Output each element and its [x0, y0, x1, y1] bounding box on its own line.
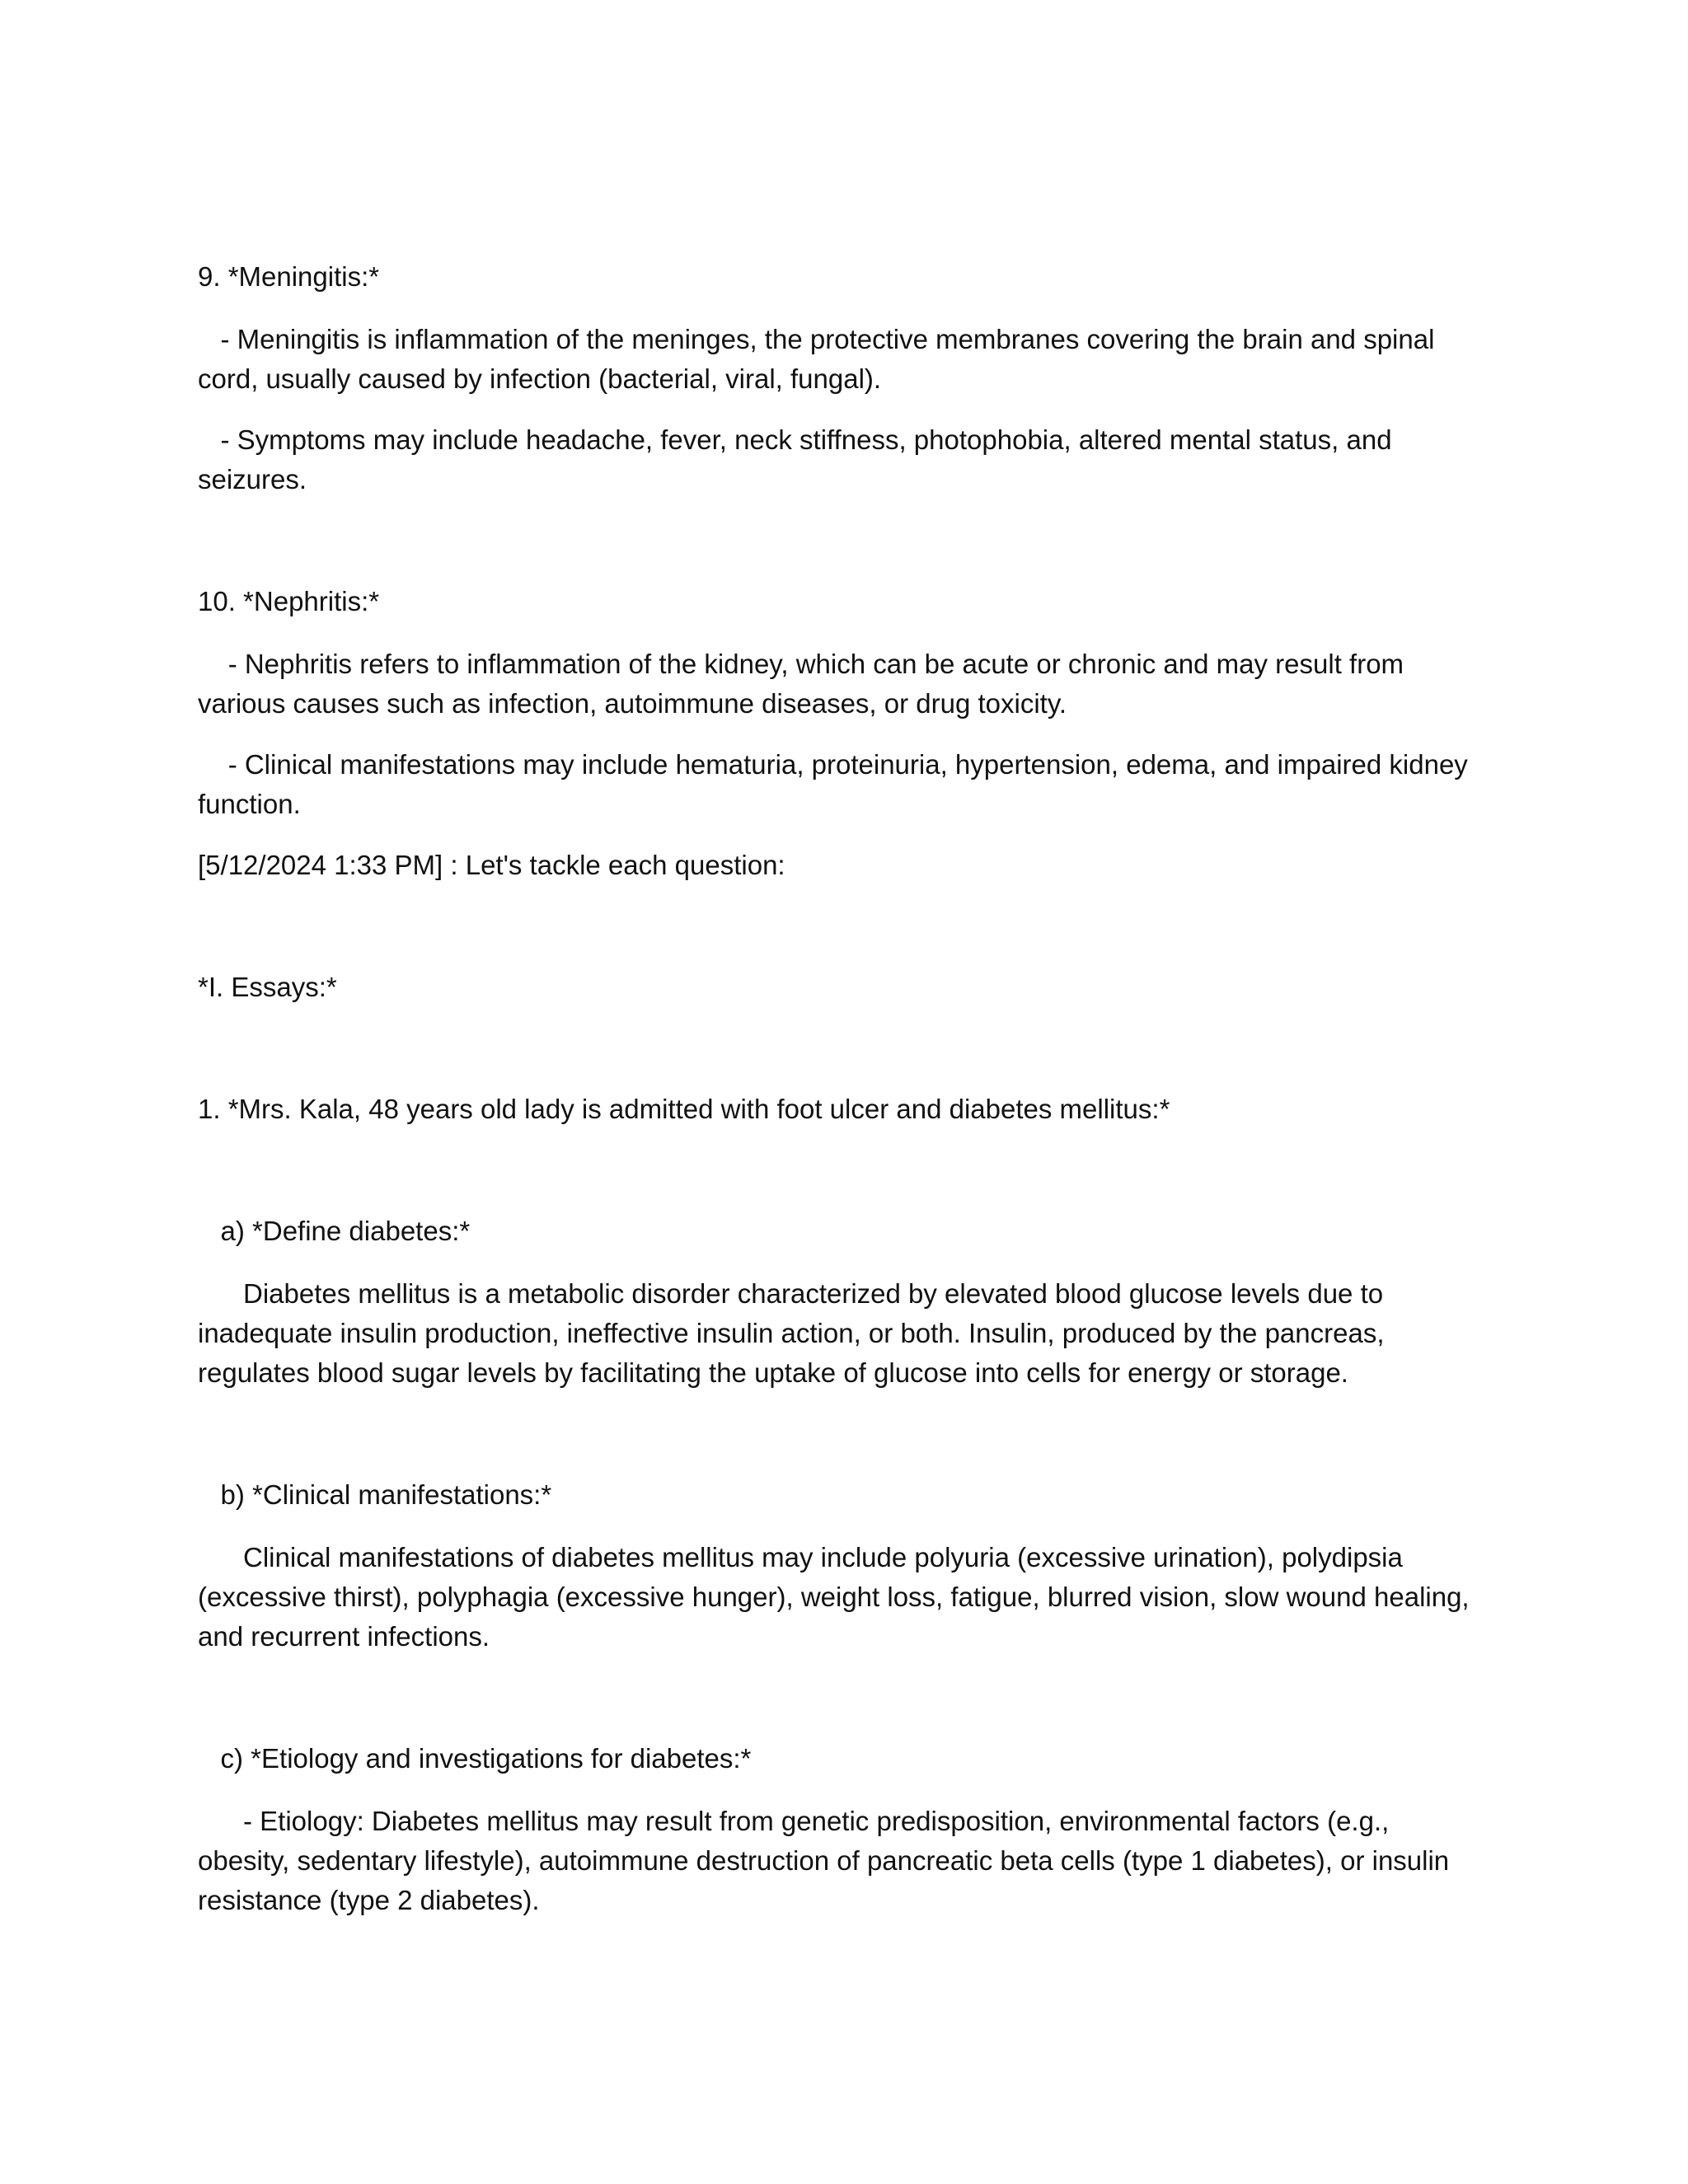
meningitis-symptoms-paragraph: - Symptoms may include headache, fever, neck stiffness, photophobia, altered mental status, and seizures.: [198, 424, 1400, 494]
subquestion-c-body: - Etiology: Diabetes mellitus may result from genetic predisposition, environmental factors (e.g., obesity, sedentary lifestyle), autoimmune destruction of pancreatic beta cells (type 1 diabetes), or insulin resistance (type 2 diabetes).: [198, 1806, 1457, 1915]
subquestion-a-heading: a) *Define diabetes:*: [198, 1216, 471, 1246]
subquestion-a-body: Diabetes mellitus is a metabolic disorder characterized by elevated blood glucose levels due to inadequate insulin production, ineffective insulin action, or both. Insulin, produced by the pancreas, regulates blood sugar levels by facilitating the uptake of glucose into cells for energy or storage.: [198, 1278, 1392, 1388]
question-1-heading: 1. *Mrs. Kala, 48 years old lady is admitted with foot ulcer and diabetes mellitus:*: [198, 1094, 1170, 1124]
meningitis-heading: 9. *Meningitis:*: [198, 261, 380, 292]
nephritis-manifestations-paragraph: - Clinical manifestations may include hematuria, proteinuria, hypertension, edema, and impaired kidney function.: [198, 749, 1475, 819]
timestamp-line: [5/12/2024 1:33 PM] : Let's tackle each question:: [198, 850, 785, 880]
nephritis-definition-paragraph: - Nephritis refers to inflammation of the kidney, which can be acute or chronic and may result from various causes such as infection, autoimmune diseases, or drug toxicity.: [198, 649, 1412, 719]
essays-heading: *I. Essays:*: [198, 972, 337, 1002]
subquestion-b-heading: b) *Clinical manifestations:*: [198, 1479, 552, 1510]
nephritis-heading: 10. *Nephritis:*: [198, 586, 380, 616]
subquestion-b-body: Clinical manifestations of diabetes mellitus may include polyuria (excessive urination), polydipsia (excessive thirst), polyphagia (excessive hunger), weight loss, fatigue, blurred vision, slow wound healing, and recurrent infections.: [198, 1542, 1477, 1652]
meningitis-definition-paragraph: - Meningitis is inflammation of the meninges, the protective membranes covering the brain and spinal cord, usually caused by infection (bacterial, viral, fungal).: [198, 324, 1442, 394]
subquestion-c-heading: c) *Etiology and investigations for diabetes:*: [198, 1743, 752, 1774]
